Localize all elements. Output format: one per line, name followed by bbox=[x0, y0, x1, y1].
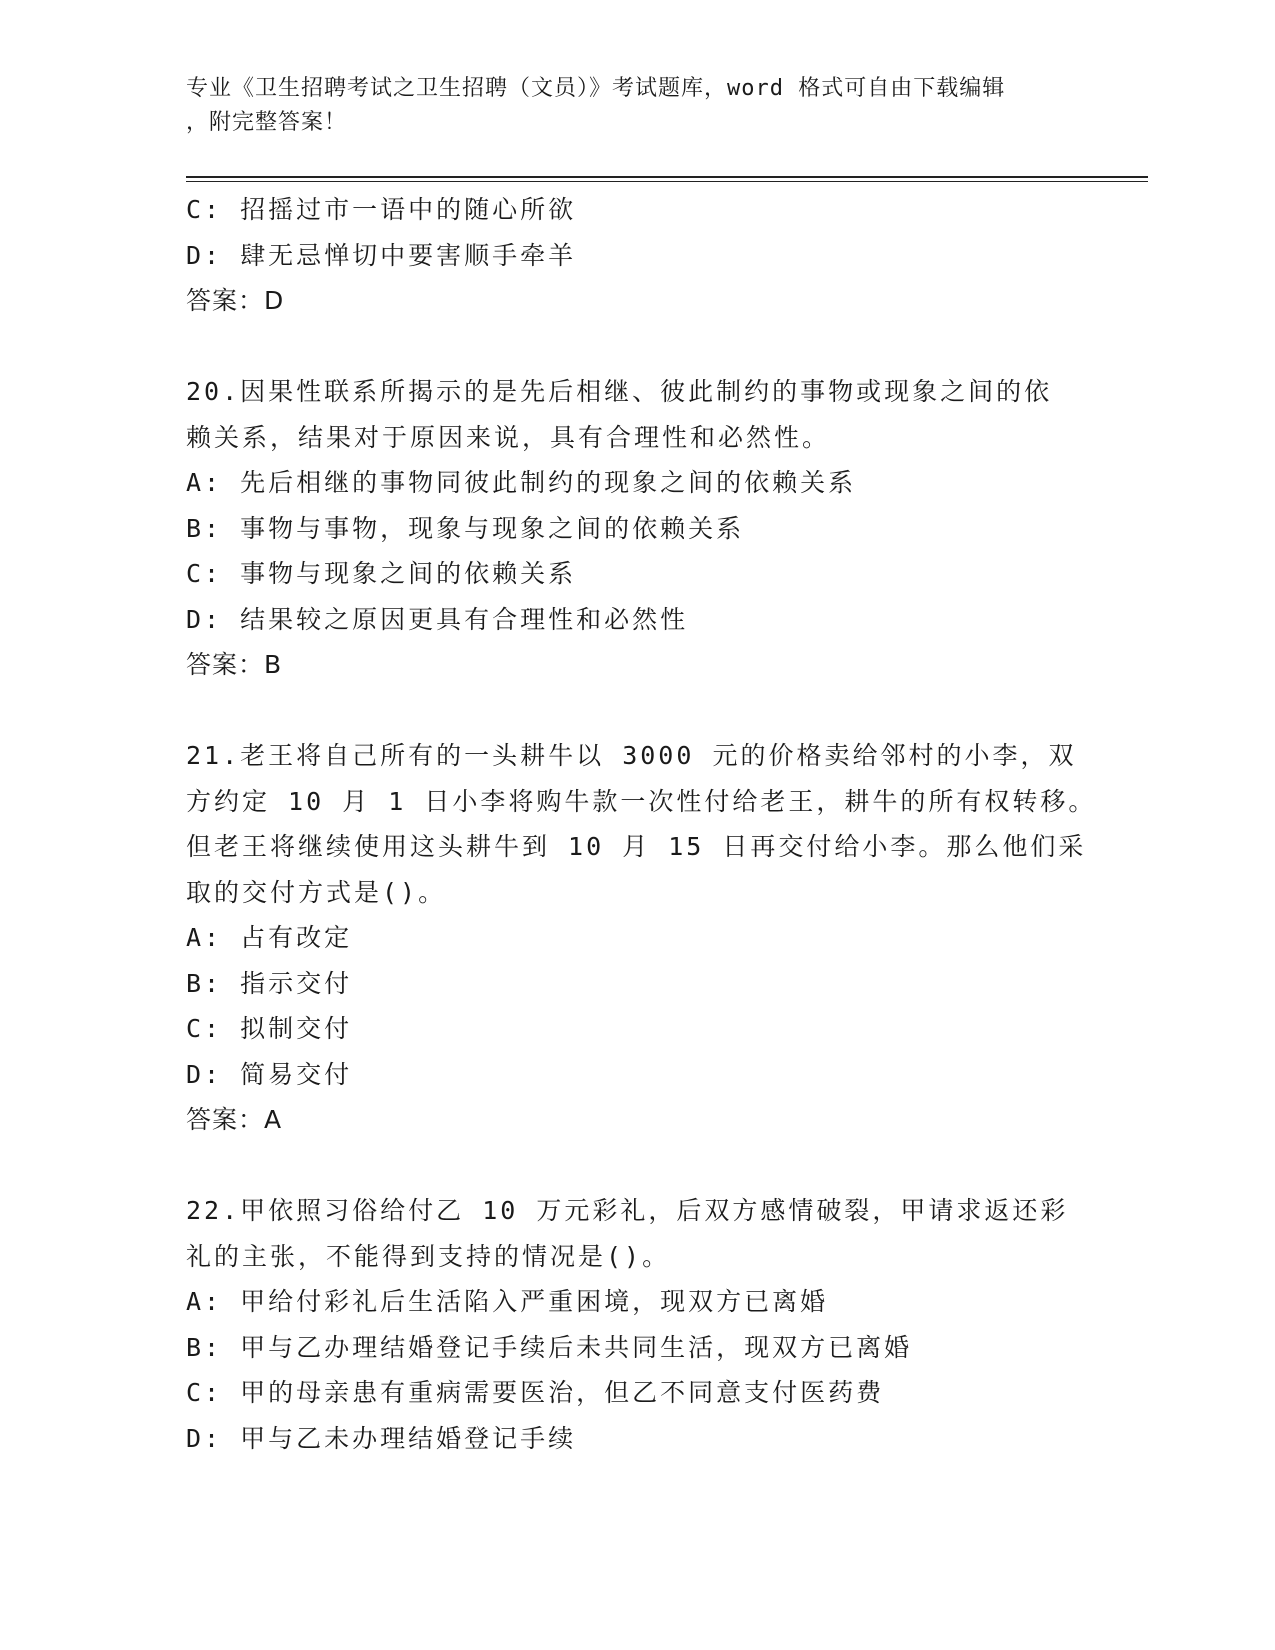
option-d: D: 甲与乙未办理结婚登记手续 bbox=[186, 1423, 577, 1453]
question-stem: 赖关系，结果对于原因来说，具有合理性和必然性。 bbox=[186, 422, 831, 452]
question-block-21 bbox=[186, 733, 1097, 1143]
spacer bbox=[186, 324, 1086, 370]
spacer bbox=[186, 1143, 1086, 1189]
question-block-previous bbox=[186, 187, 1086, 324]
question-stem: 礼的主张，不能得到支持的情况是()。 bbox=[186, 1241, 671, 1271]
option-a: A: 先后相继的事物同彼此制约的现象之间的依赖关系 bbox=[186, 468, 857, 497]
document-header bbox=[186, 72, 1086, 140]
header-line-2: ，附完整答案！ bbox=[186, 110, 348, 135]
question-stem: 21.老王将自己所有的一头耕牛以 3000 元的价格卖给邻村的小李，双 bbox=[186, 741, 1077, 770]
question-stem: 但老王将继续使用这头耕牛到 10 月 15 日再交付给小李。那么他们采 bbox=[186, 832, 1087, 861]
header-line-1: 专业《卫生招聘考试之卫生招聘（文员）》考试题库，word 格式可自由下载编辑 bbox=[186, 76, 1006, 101]
option-a: A: 占有改定 bbox=[186, 923, 353, 952]
question-stem: 方约定 10 月 1 日小李将购牛款一次性付给老王，耕牛的所有权转移。 bbox=[186, 786, 1097, 816]
answer-line: 答案：A bbox=[186, 1105, 283, 1134]
header-divider-thick bbox=[186, 176, 1148, 178]
option-b: B: 甲与乙办理结婚登记手续后未共同生活，现双方已离婚 bbox=[186, 1332, 913, 1362]
answer-line: 答案：D bbox=[186, 286, 285, 315]
option-a: A: 甲给付彩礼后生活陷入严重困境，现双方已离婚 bbox=[186, 1287, 829, 1316]
answer-line: 答案：B bbox=[186, 650, 283, 679]
option-b: B: 事物与事物，现象与现象之间的依赖关系 bbox=[186, 513, 745, 543]
document-body bbox=[186, 187, 1097, 1461]
question-block-22 bbox=[186, 1188, 1086, 1461]
option-c: C: 事物与现象之间的依赖关系 bbox=[186, 559, 577, 588]
option-d: D: 肆无忌惮切中要害顺手牵羊 bbox=[186, 240, 577, 270]
option-c: C: 甲的母亲患有重病需要医治，但乙不同意支付医药费 bbox=[186, 1378, 885, 1407]
option-d: D: 简易交付 bbox=[186, 1059, 353, 1089]
option-d: D: 结果较之原因更具有合理性和必然性 bbox=[186, 604, 689, 634]
option-c: C: 招摇过市一语中的随心所欲 bbox=[186, 195, 577, 224]
spacer bbox=[186, 688, 1086, 734]
header-divider-thin bbox=[186, 181, 1148, 182]
option-b: B: 指示交付 bbox=[186, 968, 353, 998]
option-c: C: 拟制交付 bbox=[186, 1014, 353, 1043]
question-stem: 20.因果性联系所揭示的是先后相继、彼此制约的事物或现象之间的依 bbox=[186, 377, 1053, 406]
question-stem: 22.甲依照习俗给付乙 10 万元彩礼，后双方感情破裂，甲请求返还彩 bbox=[186, 1196, 1069, 1225]
question-block-20 bbox=[186, 369, 1086, 688]
question-stem: 取的交付方式是()。 bbox=[186, 877, 447, 907]
